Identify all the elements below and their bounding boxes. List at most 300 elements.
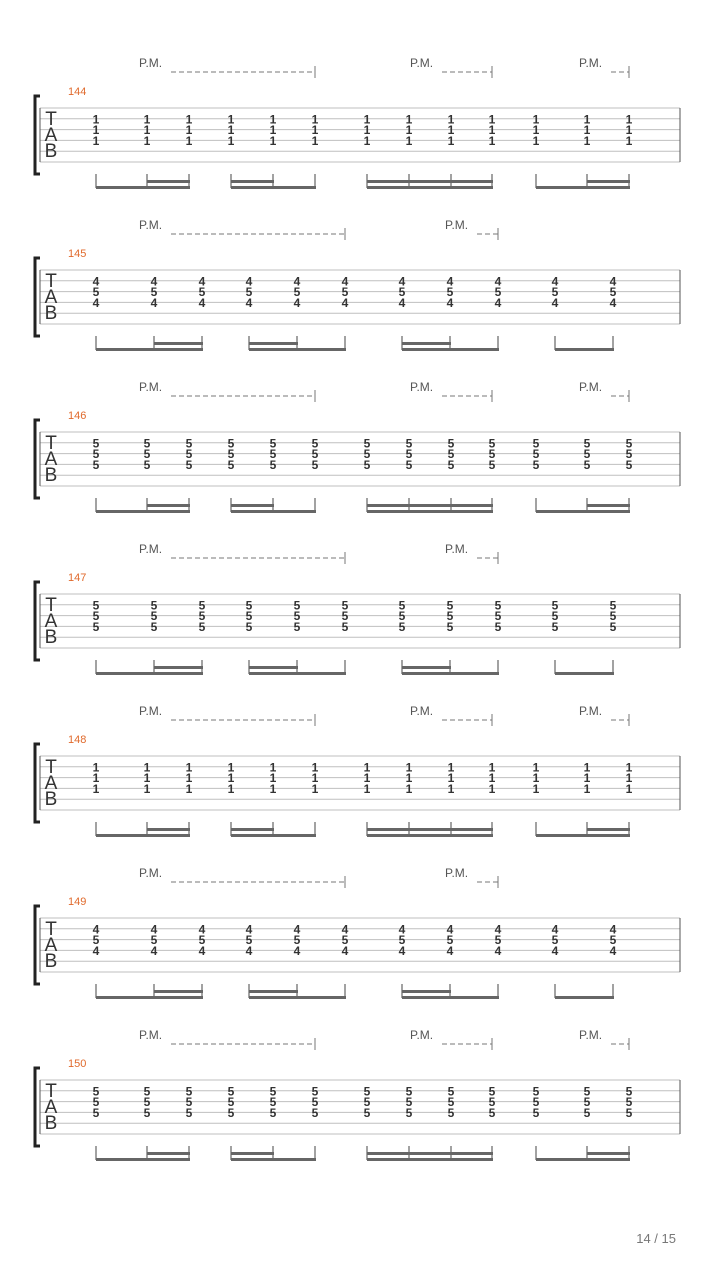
fret-number: 5: [494, 619, 502, 634]
beam-primary: [536, 186, 630, 189]
fret-number: 4: [609, 295, 617, 310]
fret-number: 5: [245, 598, 253, 613]
beam-primary: [96, 348, 203, 351]
fret-number: 4: [398, 922, 406, 937]
fret-number: 1: [405, 760, 413, 775]
fret-number: 1: [488, 123, 496, 138]
fret-number: 5: [363, 1084, 371, 1099]
fret-number: 5: [150, 619, 158, 634]
fret-number: 5: [532, 447, 540, 462]
fret-number: 5: [447, 1105, 455, 1120]
fret-number: 5: [269, 1084, 277, 1099]
fret-number: 1: [269, 781, 277, 796]
palm-mute-label: P.M.: [139, 1028, 163, 1042]
fret-number: 5: [311, 447, 319, 462]
tab-staff: [0, 56, 720, 218]
tab-clef-letter: B: [44, 303, 58, 324]
tab-clef-letter: A: [44, 611, 58, 632]
beam-primary: [249, 996, 346, 999]
fret-number: 5: [293, 933, 301, 948]
beam-primary: [367, 834, 493, 837]
fret-number: 1: [625, 760, 633, 775]
fret-number: 1: [311, 123, 319, 138]
tab-staff: [0, 380, 720, 542]
fret-number: 5: [341, 619, 349, 634]
fret-number: 4: [398, 274, 406, 289]
tab-clef-letter: B: [44, 789, 58, 810]
fret-number: 5: [293, 619, 301, 634]
palm-mute-label: P.M.: [139, 704, 163, 718]
tab-clef-letter: T: [45, 271, 57, 292]
fret-number: 5: [551, 933, 559, 948]
fret-number: 1: [92, 133, 100, 148]
fret-number: 4: [293, 295, 301, 310]
tab-clef-letter: T: [45, 919, 57, 940]
palm-mute-label: P.M.: [139, 542, 163, 556]
fret-number: 5: [143, 1084, 151, 1099]
measure-number: 146: [68, 410, 87, 422]
fret-number: 5: [447, 447, 455, 462]
measure-number: 148: [68, 734, 87, 746]
beam-secondary: [249, 342, 298, 345]
beam-secondary: [367, 1152, 493, 1155]
fret-number: 5: [494, 285, 502, 300]
palm-mute-label: P.M.: [139, 866, 163, 880]
fret-number: 5: [447, 1095, 455, 1110]
fret-number: 5: [405, 1105, 413, 1120]
fret-number: 4: [398, 295, 406, 310]
fret-number: 1: [488, 781, 496, 796]
fret-number: 5: [625, 1095, 633, 1110]
palm-mute-label: P.M.: [445, 542, 469, 556]
fret-number: 1: [583, 123, 591, 138]
fret-number: 1: [311, 781, 319, 796]
tab-staff: [0, 218, 720, 380]
beam-secondary: [147, 180, 190, 183]
beam-secondary: [231, 1152, 274, 1155]
fret-number: 1: [311, 771, 319, 786]
fret-number: 4: [150, 922, 158, 937]
fret-number: 5: [609, 598, 617, 613]
fret-number: 4: [198, 922, 206, 937]
fret-number: 5: [185, 436, 193, 451]
beam-secondary: [367, 504, 493, 507]
fret-number: 5: [293, 598, 301, 613]
fret-number: 1: [92, 760, 100, 775]
fret-number: 1: [269, 760, 277, 775]
fret-number: 5: [488, 1105, 496, 1120]
beam-primary: [536, 1158, 630, 1161]
fret-number: 5: [363, 1095, 371, 1110]
fret-number: 5: [583, 457, 591, 472]
beam-secondary: [154, 666, 203, 669]
palm-mute-label: P.M.: [410, 380, 434, 394]
fret-number: 4: [551, 922, 559, 937]
tab-staff: [0, 866, 720, 1028]
fret-number: 5: [227, 436, 235, 451]
fret-number: 5: [447, 457, 455, 472]
beam-primary: [536, 510, 630, 513]
fret-number: 5: [583, 447, 591, 462]
fret-number: 5: [625, 457, 633, 472]
fret-number: 5: [227, 1095, 235, 1110]
fret-number: 5: [488, 447, 496, 462]
system-bracket: [35, 744, 40, 822]
fret-number: 4: [609, 274, 617, 289]
fret-number: 5: [625, 447, 633, 462]
page-number: 14 / 15: [636, 1231, 676, 1246]
tab-clef-letter: B: [44, 627, 58, 648]
fret-number: 1: [143, 760, 151, 775]
fret-number: 5: [92, 457, 100, 472]
beam-primary: [96, 1158, 190, 1161]
fret-number: 1: [143, 112, 151, 127]
fret-number: 4: [446, 922, 454, 937]
fret-number: 4: [92, 922, 100, 937]
beam-primary: [96, 672, 203, 675]
fret-number: 5: [446, 933, 454, 948]
fret-number: 5: [198, 609, 206, 624]
fret-number: 5: [609, 285, 617, 300]
fret-number: 5: [341, 598, 349, 613]
fret-number: 1: [447, 123, 455, 138]
measure-number: 144: [68, 86, 87, 98]
beam-secondary: [249, 666, 298, 669]
fret-number: 1: [532, 781, 540, 796]
fret-number: 1: [488, 112, 496, 127]
beam-primary: [231, 186, 316, 189]
fret-number: 4: [341, 274, 349, 289]
staff-system: [0, 56, 720, 218]
tab-staff: [0, 704, 720, 866]
fret-number: 5: [532, 1084, 540, 1099]
fret-number: 5: [293, 285, 301, 300]
fret-number: 5: [583, 1095, 591, 1110]
fret-number: 4: [398, 943, 406, 958]
fret-number: 1: [405, 781, 413, 796]
beam-secondary: [154, 990, 203, 993]
fret-number: 5: [198, 598, 206, 613]
fret-number: 5: [185, 1084, 193, 1099]
system-bracket: [35, 582, 40, 660]
palm-mute-label: P.M.: [445, 218, 469, 232]
fret-number: 4: [446, 274, 454, 289]
fret-number: 5: [488, 1095, 496, 1110]
fret-number: 5: [609, 933, 617, 948]
fret-number: 1: [488, 760, 496, 775]
tab-clef-letter: B: [44, 141, 58, 162]
fret-number: 5: [405, 436, 413, 451]
fret-number: 5: [185, 1095, 193, 1110]
fret-number: 1: [532, 133, 540, 148]
beam-secondary: [587, 180, 630, 183]
beam-primary: [96, 186, 190, 189]
fret-number: 1: [143, 771, 151, 786]
measure-number: 145: [68, 248, 87, 260]
fret-number: 5: [92, 285, 100, 300]
measure-number: 147: [68, 572, 87, 584]
fret-number: 5: [398, 598, 406, 613]
fret-number: 4: [150, 274, 158, 289]
fret-number: 1: [625, 771, 633, 786]
beam-primary: [536, 834, 630, 837]
fret-number: 1: [269, 112, 277, 127]
beam-primary: [231, 510, 316, 513]
fret-number: 1: [488, 771, 496, 786]
fret-number: 4: [293, 943, 301, 958]
fret-number: 1: [363, 781, 371, 796]
fret-number: 1: [447, 760, 455, 775]
tab-staff: [0, 1028, 720, 1190]
fret-number: 5: [293, 609, 301, 624]
beam-secondary: [367, 180, 493, 183]
fret-number: 1: [311, 760, 319, 775]
fret-number: 4: [150, 943, 158, 958]
fret-number: 5: [143, 457, 151, 472]
fret-number: 5: [532, 457, 540, 472]
fret-number: 5: [227, 447, 235, 462]
palm-mute-label: P.M.: [139, 380, 163, 394]
beam-secondary: [402, 990, 451, 993]
beam-primary: [555, 348, 614, 351]
fret-number: 5: [625, 1105, 633, 1120]
tab-clef-letter: T: [45, 109, 57, 130]
fret-number: 5: [185, 1105, 193, 1120]
fret-number: 1: [227, 781, 235, 796]
fret-number: 5: [269, 1095, 277, 1110]
fret-number: 5: [198, 619, 206, 634]
measure-number: 150: [68, 1058, 87, 1070]
tab-clef-letter: T: [45, 1081, 57, 1102]
fret-number: 4: [551, 295, 559, 310]
fret-number: 5: [227, 1105, 235, 1120]
fret-number: 5: [532, 1105, 540, 1120]
fret-number: 5: [245, 619, 253, 634]
fret-number: 5: [341, 933, 349, 948]
fret-number: 5: [143, 447, 151, 462]
fret-number: 5: [92, 619, 100, 634]
beam-primary: [367, 510, 493, 513]
palm-mute-label: P.M.: [410, 704, 434, 718]
beam-secondary: [231, 828, 274, 831]
tab-clef-letter: T: [45, 433, 57, 454]
beam-secondary: [231, 504, 274, 507]
palm-mute-label: P.M.: [579, 56, 603, 70]
fret-number: 1: [625, 112, 633, 127]
system-bracket: [35, 1068, 40, 1146]
fret-number: 1: [583, 133, 591, 148]
fret-number: 1: [363, 133, 371, 148]
fret-number: 5: [494, 598, 502, 613]
fret-number: 1: [92, 123, 100, 138]
fret-number: 5: [150, 285, 158, 300]
tab-clef-letter: T: [45, 595, 57, 616]
fret-number: 5: [488, 457, 496, 472]
fret-number: 1: [583, 760, 591, 775]
tab-clef-letter: A: [44, 935, 58, 956]
beam-secondary: [147, 1152, 190, 1155]
fret-number: 5: [92, 447, 100, 462]
fret-number: 5: [150, 609, 158, 624]
staff-system: [0, 866, 720, 1028]
fret-number: 1: [143, 123, 151, 138]
beam-secondary: [231, 180, 274, 183]
fret-number: 1: [185, 133, 193, 148]
fret-number: 1: [185, 781, 193, 796]
tab-clef-letter: A: [44, 125, 58, 146]
fret-number: 5: [311, 1095, 319, 1110]
fret-number: 5: [311, 1084, 319, 1099]
beam-primary: [249, 672, 346, 675]
fret-number: 1: [447, 771, 455, 786]
staff-system: [0, 1028, 720, 1190]
palm-mute-label: P.M.: [410, 1028, 434, 1042]
beam-primary: [231, 834, 316, 837]
fret-number: 5: [92, 609, 100, 624]
system-bracket: [35, 906, 40, 984]
beam-primary: [402, 672, 499, 675]
fret-number: 5: [398, 285, 406, 300]
tab-clef-letter: B: [44, 951, 58, 972]
measure-number: 149: [68, 896, 87, 908]
palm-mute-label: P.M.: [410, 56, 434, 70]
fret-number: 4: [494, 922, 502, 937]
beam-secondary: [147, 504, 190, 507]
fret-number: 5: [532, 1095, 540, 1110]
fret-number: 5: [551, 285, 559, 300]
fret-number: 4: [446, 295, 454, 310]
fret-number: 5: [311, 1105, 319, 1120]
fret-number: 5: [150, 933, 158, 948]
fret-number: 1: [363, 123, 371, 138]
fret-number: 4: [92, 295, 100, 310]
beam-secondary: [402, 342, 451, 345]
beam-secondary: [147, 828, 190, 831]
fret-number: 5: [363, 447, 371, 462]
fret-number: 5: [363, 1105, 371, 1120]
fret-number: 5: [446, 619, 454, 634]
fret-number: 5: [494, 609, 502, 624]
fret-number: 5: [311, 436, 319, 451]
fret-number: 4: [245, 922, 253, 937]
fret-number: 1: [583, 781, 591, 796]
fret-number: 1: [269, 133, 277, 148]
fret-number: 5: [269, 1105, 277, 1120]
fret-number: 4: [92, 943, 100, 958]
fret-number: 1: [185, 123, 193, 138]
fret-number: 1: [363, 112, 371, 127]
fret-number: 1: [269, 771, 277, 786]
fret-number: 4: [245, 943, 253, 958]
fret-number: 4: [341, 943, 349, 958]
fret-number: 5: [198, 933, 206, 948]
fret-number: 1: [143, 133, 151, 148]
fret-number: 5: [92, 598, 100, 613]
fret-number: 1: [625, 781, 633, 796]
tab-clef-letter: A: [44, 773, 58, 794]
fret-number: 4: [341, 295, 349, 310]
fret-number: 5: [227, 457, 235, 472]
fret-number: 5: [446, 285, 454, 300]
fret-number: 1: [185, 112, 193, 127]
fret-number: 4: [494, 943, 502, 958]
staff-system: [0, 542, 720, 704]
fret-number: 1: [447, 133, 455, 148]
tab-clef-letter: B: [44, 1113, 58, 1134]
fret-number: 4: [245, 295, 253, 310]
beam-secondary: [587, 1152, 630, 1155]
fret-number: 5: [341, 285, 349, 300]
beam-primary: [402, 996, 499, 999]
fret-number: 1: [311, 133, 319, 148]
fret-number: 5: [405, 457, 413, 472]
fret-number: 1: [625, 133, 633, 148]
fret-number: 1: [227, 112, 235, 127]
fret-number: 4: [609, 922, 617, 937]
fret-number: 5: [583, 436, 591, 451]
palm-mute-label: P.M.: [579, 704, 603, 718]
beam-secondary: [154, 342, 203, 345]
fret-number: 1: [227, 771, 235, 786]
fret-number: 1: [363, 760, 371, 775]
fret-number: 5: [245, 285, 253, 300]
tab-clef-letter: A: [44, 1097, 58, 1118]
beam-primary: [96, 996, 203, 999]
fret-number: 4: [609, 943, 617, 958]
fret-number: 5: [363, 457, 371, 472]
fret-number: 1: [363, 771, 371, 786]
fret-number: 5: [363, 436, 371, 451]
tab-clef-letter: T: [45, 757, 57, 778]
fret-number: 5: [583, 1084, 591, 1099]
fret-number: 4: [245, 274, 253, 289]
beam-primary: [555, 996, 614, 999]
fret-number: 1: [583, 771, 591, 786]
fret-number: 5: [625, 1084, 633, 1099]
fret-number: 5: [92, 1095, 100, 1110]
fret-number: 5: [446, 598, 454, 613]
fret-number: 1: [185, 771, 193, 786]
fret-number: 1: [447, 781, 455, 796]
fret-number: 5: [269, 436, 277, 451]
fret-number: 5: [341, 609, 349, 624]
fret-number: 1: [583, 112, 591, 127]
fret-number: 5: [143, 1095, 151, 1110]
fret-number: 5: [488, 1084, 496, 1099]
beam-secondary: [587, 828, 630, 831]
fret-number: 5: [311, 457, 319, 472]
fret-number: 4: [198, 943, 206, 958]
fret-number: 5: [494, 933, 502, 948]
fret-number: 4: [293, 922, 301, 937]
fret-number: 5: [398, 619, 406, 634]
fret-number: 5: [143, 1105, 151, 1120]
fret-number: 5: [625, 436, 633, 451]
staff-system: [0, 380, 720, 542]
fret-number: 5: [551, 609, 559, 624]
fret-number: 5: [269, 457, 277, 472]
fret-number: 5: [609, 609, 617, 624]
fret-number: 5: [269, 447, 277, 462]
beam-primary: [96, 834, 190, 837]
fret-number: 4: [551, 943, 559, 958]
fret-number: 5: [446, 609, 454, 624]
fret-number: 5: [551, 598, 559, 613]
fret-number: 5: [198, 285, 206, 300]
fret-number: 1: [405, 123, 413, 138]
fret-number: 1: [405, 112, 413, 127]
fret-number: 5: [488, 436, 496, 451]
